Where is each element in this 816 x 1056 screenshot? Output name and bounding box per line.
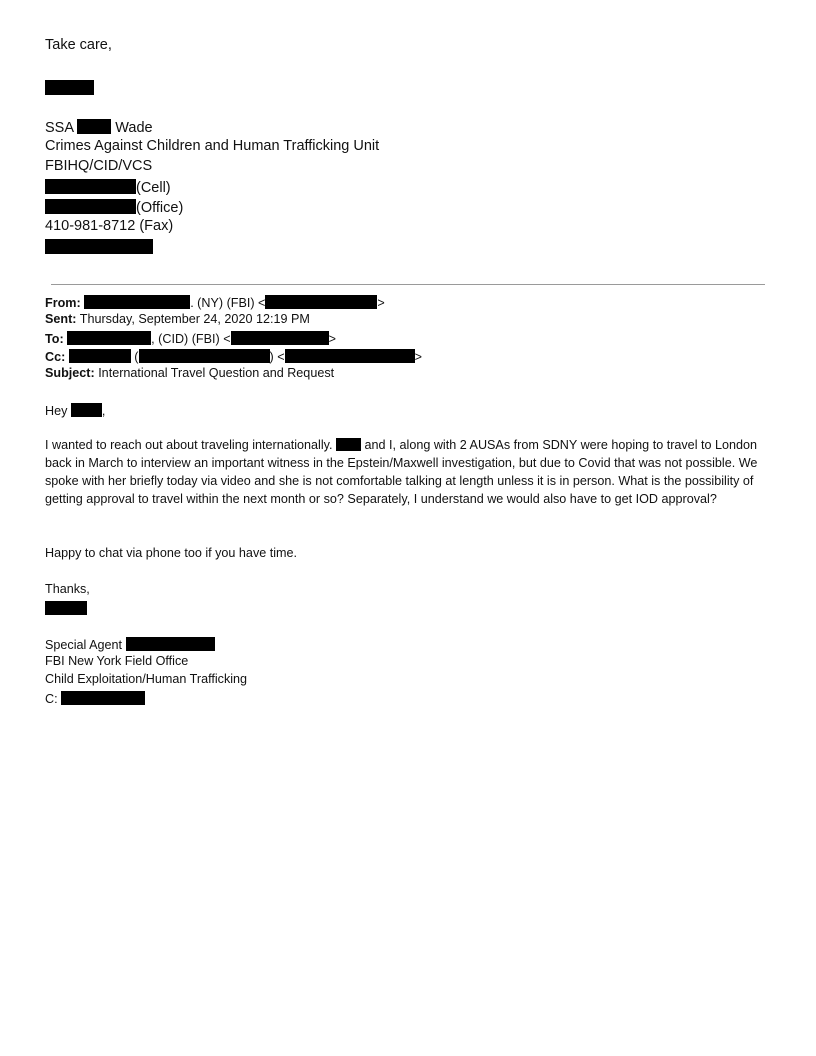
body-paragraph-2: Happy to chat via phone too if you have time.: [45, 546, 298, 560]
from-line: [45, 295, 385, 310]
redaction-box: [61, 691, 145, 705]
greeting-end: ,: [101, 404, 106, 418]
body-paragraph-1: [45, 436, 771, 508]
sig1-name-line: [45, 119, 153, 136]
redaction-box: [231, 331, 329, 345]
sig1-org: FBIHQ/CID/VCS: [45, 158, 153, 174]
sig1-cell-line: [45, 179, 171, 196]
thanks-line: Thanks,: [45, 582, 90, 596]
sig1-redacted-line: [45, 239, 153, 256]
to-mid: , (CID) (FBI) <: [151, 332, 231, 346]
sig2-title-line: [45, 637, 215, 652]
sig1-surname: Wade: [115, 120, 153, 136]
greeting-start: Hey: [45, 404, 68, 418]
redaction-box: [336, 438, 361, 451]
sent-line: [45, 313, 310, 326]
cc-label: Cc:: [45, 350, 66, 364]
horizontal-divider: [51, 284, 765, 285]
cc-open: (: [134, 350, 139, 364]
redaction-box: [45, 199, 136, 214]
redaction-box: [69, 349, 131, 363]
from-mid: . (NY) (FBI) <: [190, 296, 266, 310]
to-end: >: [328, 332, 336, 346]
redaction-box: [77, 119, 111, 134]
redaction-box: [45, 601, 87, 615]
closing-line: Take care,: [45, 37, 112, 53]
sig1-unit: Crimes Against Children and Human Trafficking Unit: [45, 138, 380, 154]
sent-value: Thursday, September 24, 2020 12:19 PM: [79, 312, 310, 326]
sig1-fax: 410-981-8712 (Fax): [45, 218, 174, 234]
redaction-box: [71, 403, 102, 417]
redaction-box: [45, 80, 94, 95]
cc-end: >: [414, 350, 422, 364]
to-label: To:: [45, 332, 64, 346]
subject-line: [45, 367, 334, 380]
redaction-box: [84, 295, 190, 309]
greeting-line: [45, 403, 105, 418]
redaction-box: [45, 179, 136, 194]
cc-line: [45, 349, 422, 364]
sig1-title-prefix: SSA: [45, 120, 74, 136]
sig2-phone-line: [45, 691, 145, 706]
sig1-office-line: [45, 199, 183, 216]
sent-label: Sent:: [45, 312, 77, 326]
redaction-box: [67, 331, 151, 345]
redaction-box: [265, 295, 377, 309]
sig1-office-label: (Office): [136, 200, 184, 216]
redaction-box: [126, 637, 215, 651]
redaction-box: [139, 349, 270, 363]
redacted-sender-name: [45, 601, 87, 616]
p1-start: I wanted to reach out about traveling internationally.: [45, 438, 333, 452]
subject-label: Subject:: [45, 366, 95, 380]
redacted-signer-name: [45, 80, 94, 97]
from-label: From:: [45, 296, 81, 310]
sig2-office: FBI New York Field Office: [45, 654, 189, 668]
sig1-cell-label: (Cell): [136, 180, 171, 196]
p1-rest: and I, along with 2 AUSAs from SDNY were hoping to travel to London back in March to interview an important witness in the Epstein/Maxwell investigation, but due to Covid that was not possible. We spoke with her briefly today via video and she is not comfortable talking at length unless it is in person. What is the possibility of getting approval to travel within the next month or so? Separately, I understand we would also have to get IOD approval?: [45, 438, 758, 506]
redaction-box: [45, 239, 153, 254]
redaction-box: [285, 349, 415, 363]
sig2-unit: Child Exploitation/Human Trafficking: [45, 672, 248, 686]
to-line: [45, 331, 336, 346]
from-end: >: [377, 296, 385, 310]
sig2-title: Special Agent: [45, 638, 123, 652]
cc-mid: ) <: [269, 350, 285, 364]
subject-value: International Travel Question and Request: [98, 366, 335, 380]
sig2-phone-label: C:: [45, 692, 58, 706]
